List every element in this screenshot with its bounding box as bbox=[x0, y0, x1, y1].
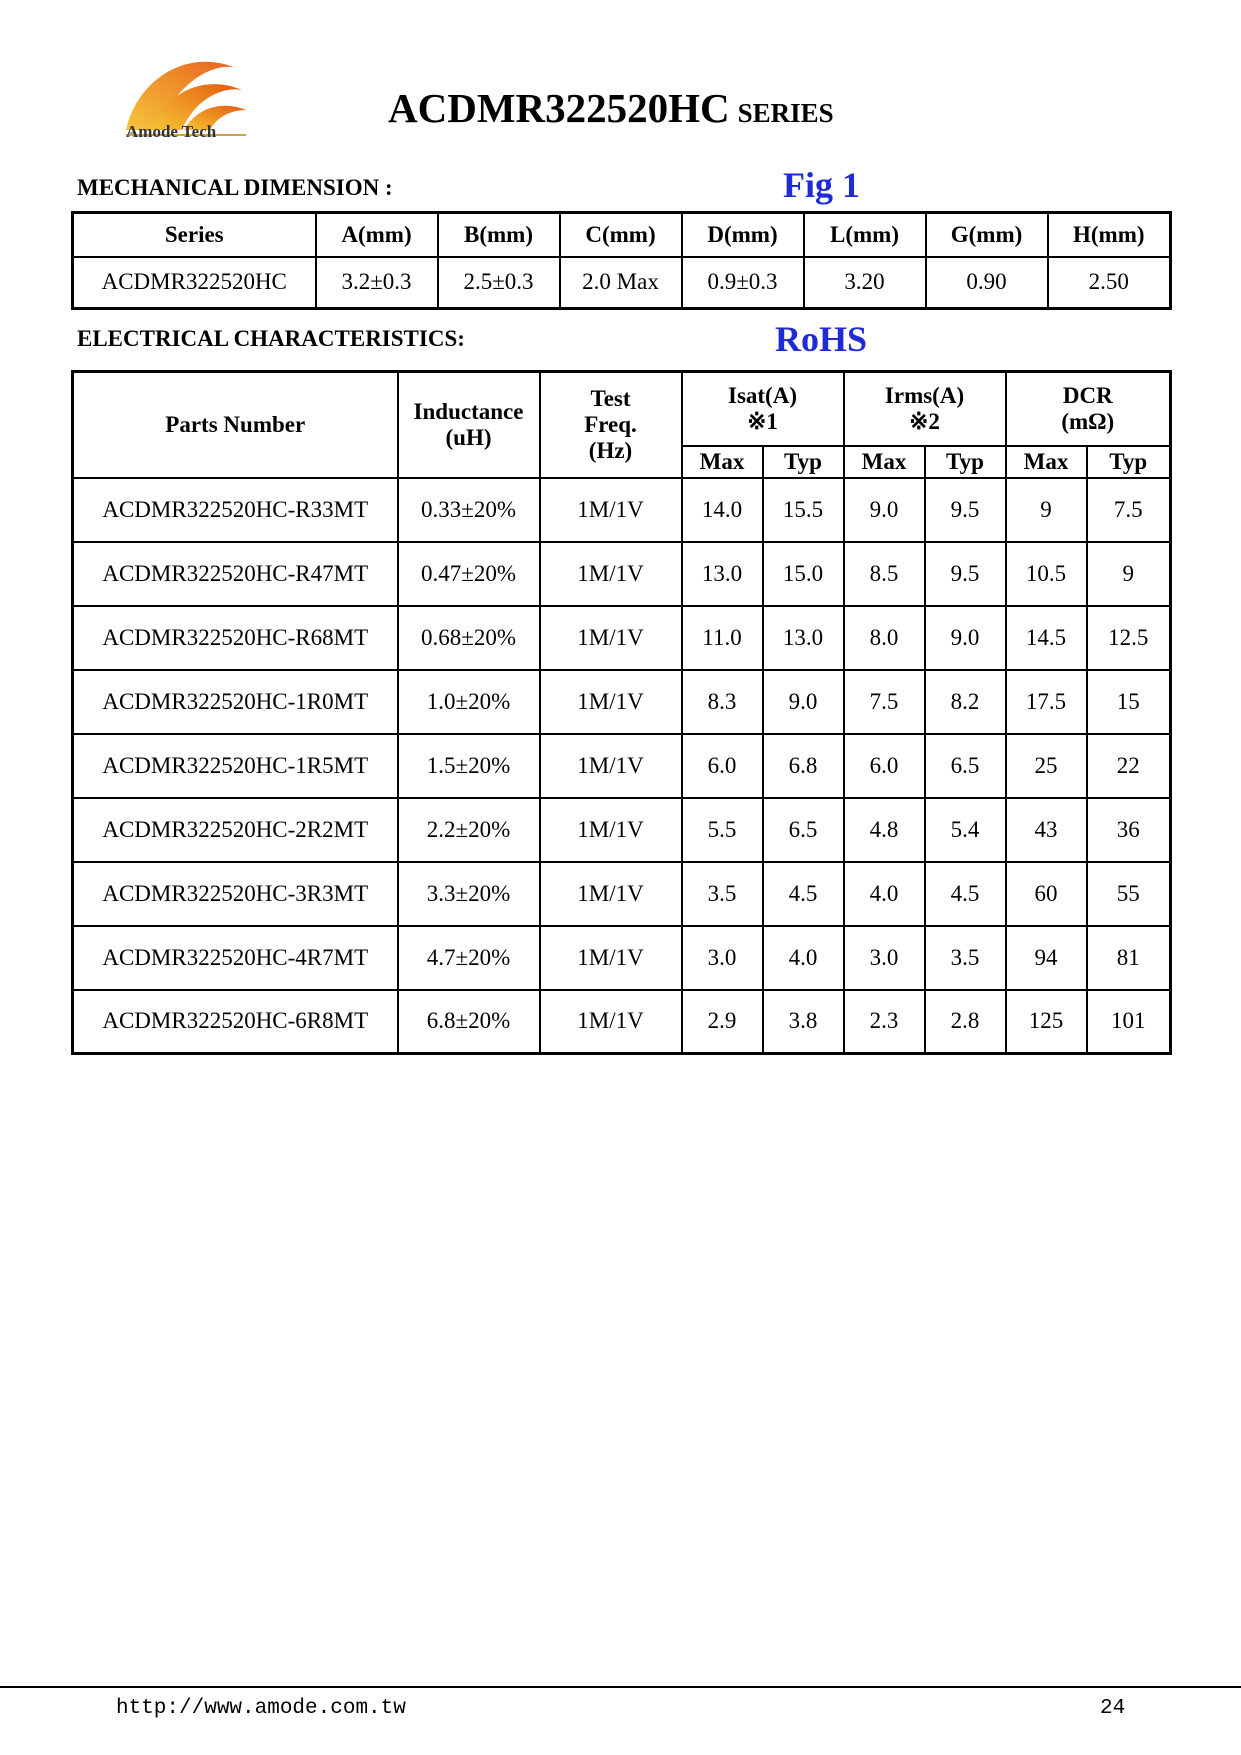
mech-header-d: D(mm) bbox=[682, 213, 804, 257]
cell-inductance: 1.0±20% bbox=[398, 670, 540, 734]
mech-cell-l: 3.20 bbox=[804, 257, 926, 309]
mech-cell-a: 3.2±0.3 bbox=[316, 257, 438, 309]
cell-dcr-max: 10.5 bbox=[1006, 542, 1087, 606]
cell-inductance: 4.7±20% bbox=[398, 926, 540, 990]
elec-body bbox=[73, 478, 1171, 1054]
cell-irms-max: 4.0 bbox=[844, 862, 925, 926]
mechanical-label: MECHANICAL DIMENSION : bbox=[77, 175, 393, 200]
cell-irms-max: 3.0 bbox=[844, 926, 925, 990]
mech-cell-c: 2.0 Max bbox=[560, 257, 682, 309]
sub-dcr-max: Max bbox=[1006, 446, 1087, 478]
elec-header-freq bbox=[540, 372, 682, 478]
rohs-label: RoHS bbox=[775, 319, 868, 359]
irms-line2: ※2 bbox=[909, 408, 940, 434]
cell-test-freq: 1M/1V bbox=[540, 734, 682, 798]
mech-header-l: L(mm) bbox=[804, 213, 926, 257]
irms-line1: Irms(A) bbox=[884, 382, 965, 408]
cell-irms-typ: 4.5 bbox=[925, 862, 1006, 926]
dcr-line1: DCR bbox=[1062, 382, 1113, 408]
mech-cell-g: 0.90 bbox=[926, 257, 1048, 309]
cell-irms-max: 8.0 bbox=[844, 606, 925, 670]
cell-dcr-max: 60 bbox=[1006, 862, 1087, 926]
cell-isat-typ: 13.0 bbox=[763, 606, 844, 670]
sub-irms-typ: Typ bbox=[925, 446, 1006, 478]
inductance-line2: (uH) bbox=[445, 424, 492, 450]
cell-irms-typ: 3.5 bbox=[925, 926, 1006, 990]
footer-url: http://www.amode.com.tw bbox=[116, 1697, 406, 1720]
cell-dcr-max: 25 bbox=[1006, 734, 1087, 798]
electrical-label: ELECTRICAL CHARACTERISTICS: bbox=[77, 326, 465, 351]
cell-dcr-typ: 12.5 bbox=[1087, 606, 1171, 670]
cell-part-number: ACDMR322520HC-6R8MT bbox=[73, 990, 398, 1054]
mech-header-series: Series bbox=[73, 213, 316, 257]
elec-header-parts: Parts Number bbox=[73, 372, 398, 478]
elec-header-inductance bbox=[398, 372, 540, 478]
cell-isat-typ: 4.0 bbox=[763, 926, 844, 990]
cell-dcr-max: 14.5 bbox=[1006, 606, 1087, 670]
cell-test-freq: 1M/1V bbox=[540, 478, 682, 542]
cell-irms-typ: 9.0 bbox=[925, 606, 1006, 670]
table-row bbox=[73, 862, 1171, 926]
cell-dcr-max: 9 bbox=[1006, 478, 1087, 542]
footer-divider bbox=[0, 1686, 1241, 1688]
cell-part-number: ACDMR322520HC-R68MT bbox=[73, 606, 398, 670]
cell-test-freq: 1M/1V bbox=[540, 798, 682, 862]
table-row bbox=[73, 734, 1171, 798]
table-row bbox=[73, 798, 1171, 862]
cell-test-freq: 1M/1V bbox=[540, 862, 682, 926]
cell-test-freq: 1M/1V bbox=[540, 990, 682, 1054]
cell-isat-max: 13.0 bbox=[682, 542, 763, 606]
cell-dcr-max: 125 bbox=[1006, 990, 1087, 1054]
cell-dcr-typ: 15 bbox=[1087, 670, 1171, 734]
mech-header-row bbox=[73, 213, 1171, 257]
table-row bbox=[73, 990, 1171, 1054]
cell-irms-max: 4.8 bbox=[844, 798, 925, 862]
mech-header-b: B(mm) bbox=[438, 213, 560, 257]
freq-line1: Test bbox=[590, 385, 631, 411]
electrical-characteristics-table bbox=[71, 370, 1172, 1055]
cell-part-number: ACDMR322520HC-4R7MT bbox=[73, 926, 398, 990]
cell-irms-typ: 5.4 bbox=[925, 798, 1006, 862]
mech-header-h: H(mm) bbox=[1048, 213, 1171, 257]
isat-line1: Isat(A) bbox=[728, 382, 797, 408]
cell-isat-max: 3.5 bbox=[682, 862, 763, 926]
cell-dcr-typ: 81 bbox=[1087, 926, 1171, 990]
sub-dcr-typ: Typ bbox=[1087, 446, 1171, 478]
cell-dcr-max: 17.5 bbox=[1006, 670, 1087, 734]
table-row bbox=[73, 542, 1171, 606]
isat-line2: ※1 bbox=[747, 408, 778, 434]
cell-isat-typ: 6.8 bbox=[763, 734, 844, 798]
cell-dcr-typ: 22 bbox=[1087, 734, 1171, 798]
cell-irms-typ: 2.8 bbox=[925, 990, 1006, 1054]
cell-dcr-typ: 101 bbox=[1087, 990, 1171, 1054]
cell-irms-max: 6.0 bbox=[844, 734, 925, 798]
mech-cell-b: 2.5±0.3 bbox=[438, 257, 560, 309]
cell-part-number: ACDMR322520HC-R33MT bbox=[73, 478, 398, 542]
elec-header-isat bbox=[682, 372, 844, 446]
cell-test-freq: 1M/1V bbox=[540, 670, 682, 734]
cell-inductance: 0.68±20% bbox=[398, 606, 540, 670]
cell-part-number: ACDMR322520HC-3R3MT bbox=[73, 862, 398, 926]
inductance-line1: Inductance bbox=[413, 398, 524, 424]
cell-isat-typ: 4.5 bbox=[763, 862, 844, 926]
cell-test-freq: 1M/1V bbox=[540, 926, 682, 990]
cell-part-number: ACDMR322520HC-1R0MT bbox=[73, 670, 398, 734]
cell-dcr-typ: 7.5 bbox=[1087, 478, 1171, 542]
cell-isat-max: 2.9 bbox=[682, 990, 763, 1054]
cell-irms-typ: 8.2 bbox=[925, 670, 1006, 734]
fig-label: Fig 1 bbox=[783, 165, 860, 205]
freq-line3: (Hz) bbox=[588, 437, 633, 463]
cell-inductance: 0.47±20% bbox=[398, 542, 540, 606]
mech-header-g: G(mm) bbox=[926, 213, 1048, 257]
cell-irms-typ: 9.5 bbox=[925, 478, 1006, 542]
cell-inductance: 1.5±20% bbox=[398, 734, 540, 798]
cell-irms-max: 9.0 bbox=[844, 478, 925, 542]
cell-isat-max: 14.0 bbox=[682, 478, 763, 542]
cell-dcr-typ: 36 bbox=[1087, 798, 1171, 862]
cell-dcr-max: 94 bbox=[1006, 926, 1087, 990]
mech-cell-h: 2.50 bbox=[1048, 257, 1171, 309]
mechanical-dimension-table bbox=[71, 211, 1172, 310]
sub-isat-typ: Typ bbox=[763, 446, 844, 478]
mech-header-c: C(mm) bbox=[560, 213, 682, 257]
cell-dcr-typ: 55 bbox=[1087, 862, 1171, 926]
cell-irms-max: 2.3 bbox=[844, 990, 925, 1054]
cell-inductance: 3.3±20% bbox=[398, 862, 540, 926]
mech-data-row bbox=[73, 257, 1171, 309]
cell-isat-max: 3.0 bbox=[682, 926, 763, 990]
mech-cell-series: ACDMR322520HC bbox=[73, 257, 316, 309]
cell-part-number: ACDMR322520HC-2R2MT bbox=[73, 798, 398, 862]
cell-inductance: 2.2±20% bbox=[398, 798, 540, 862]
table-row bbox=[73, 926, 1171, 990]
logo-text: Amode Tech bbox=[126, 122, 217, 141]
sub-irms-max: Max bbox=[844, 446, 925, 478]
table-row bbox=[73, 478, 1171, 542]
cell-isat-max: 8.3 bbox=[682, 670, 763, 734]
cell-isat-typ: 6.5 bbox=[763, 798, 844, 862]
cell-inductance: 0.33±20% bbox=[398, 478, 540, 542]
title-suffix: SERIES bbox=[737, 98, 834, 128]
dcr-line2: (mΩ) bbox=[1061, 408, 1115, 434]
page-number: 24 bbox=[1100, 1697, 1126, 1720]
sub-isat-max: Max bbox=[682, 446, 763, 478]
cell-test-freq: 1M/1V bbox=[540, 606, 682, 670]
cell-isat-max: 11.0 bbox=[682, 606, 763, 670]
elec-header-row bbox=[73, 372, 1171, 446]
cell-dcr-max: 43 bbox=[1006, 798, 1087, 862]
cell-irms-typ: 6.5 bbox=[925, 734, 1006, 798]
cell-isat-typ: 15.0 bbox=[763, 542, 844, 606]
title-main: ACDMR322520HC bbox=[388, 85, 730, 131]
cell-part-number: ACDMR322520HC-1R5MT bbox=[73, 734, 398, 798]
elec-header-dcr bbox=[1006, 372, 1171, 446]
freq-line2: Freq. bbox=[584, 411, 637, 437]
cell-irms-typ: 9.5 bbox=[925, 542, 1006, 606]
cell-part-number: ACDMR322520HC-R47MT bbox=[73, 542, 398, 606]
elec-header-irms bbox=[844, 372, 1006, 446]
page-title bbox=[388, 84, 834, 132]
cell-isat-max: 5.5 bbox=[682, 798, 763, 862]
cell-dcr-typ: 9 bbox=[1087, 542, 1171, 606]
mech-cell-d: 0.9±0.3 bbox=[682, 257, 804, 309]
cell-test-freq: 1M/1V bbox=[540, 542, 682, 606]
cell-isat-typ: 3.8 bbox=[763, 990, 844, 1054]
cell-irms-max: 7.5 bbox=[844, 670, 925, 734]
cell-isat-max: 6.0 bbox=[682, 734, 763, 798]
cell-isat-typ: 15.5 bbox=[763, 478, 844, 542]
cell-inductance: 6.8±20% bbox=[398, 990, 540, 1054]
cell-irms-max: 8.5 bbox=[844, 542, 925, 606]
table-row bbox=[73, 606, 1171, 670]
mech-header-a: A(mm) bbox=[316, 213, 438, 257]
table-row bbox=[73, 670, 1171, 734]
cell-isat-typ: 9.0 bbox=[763, 670, 844, 734]
